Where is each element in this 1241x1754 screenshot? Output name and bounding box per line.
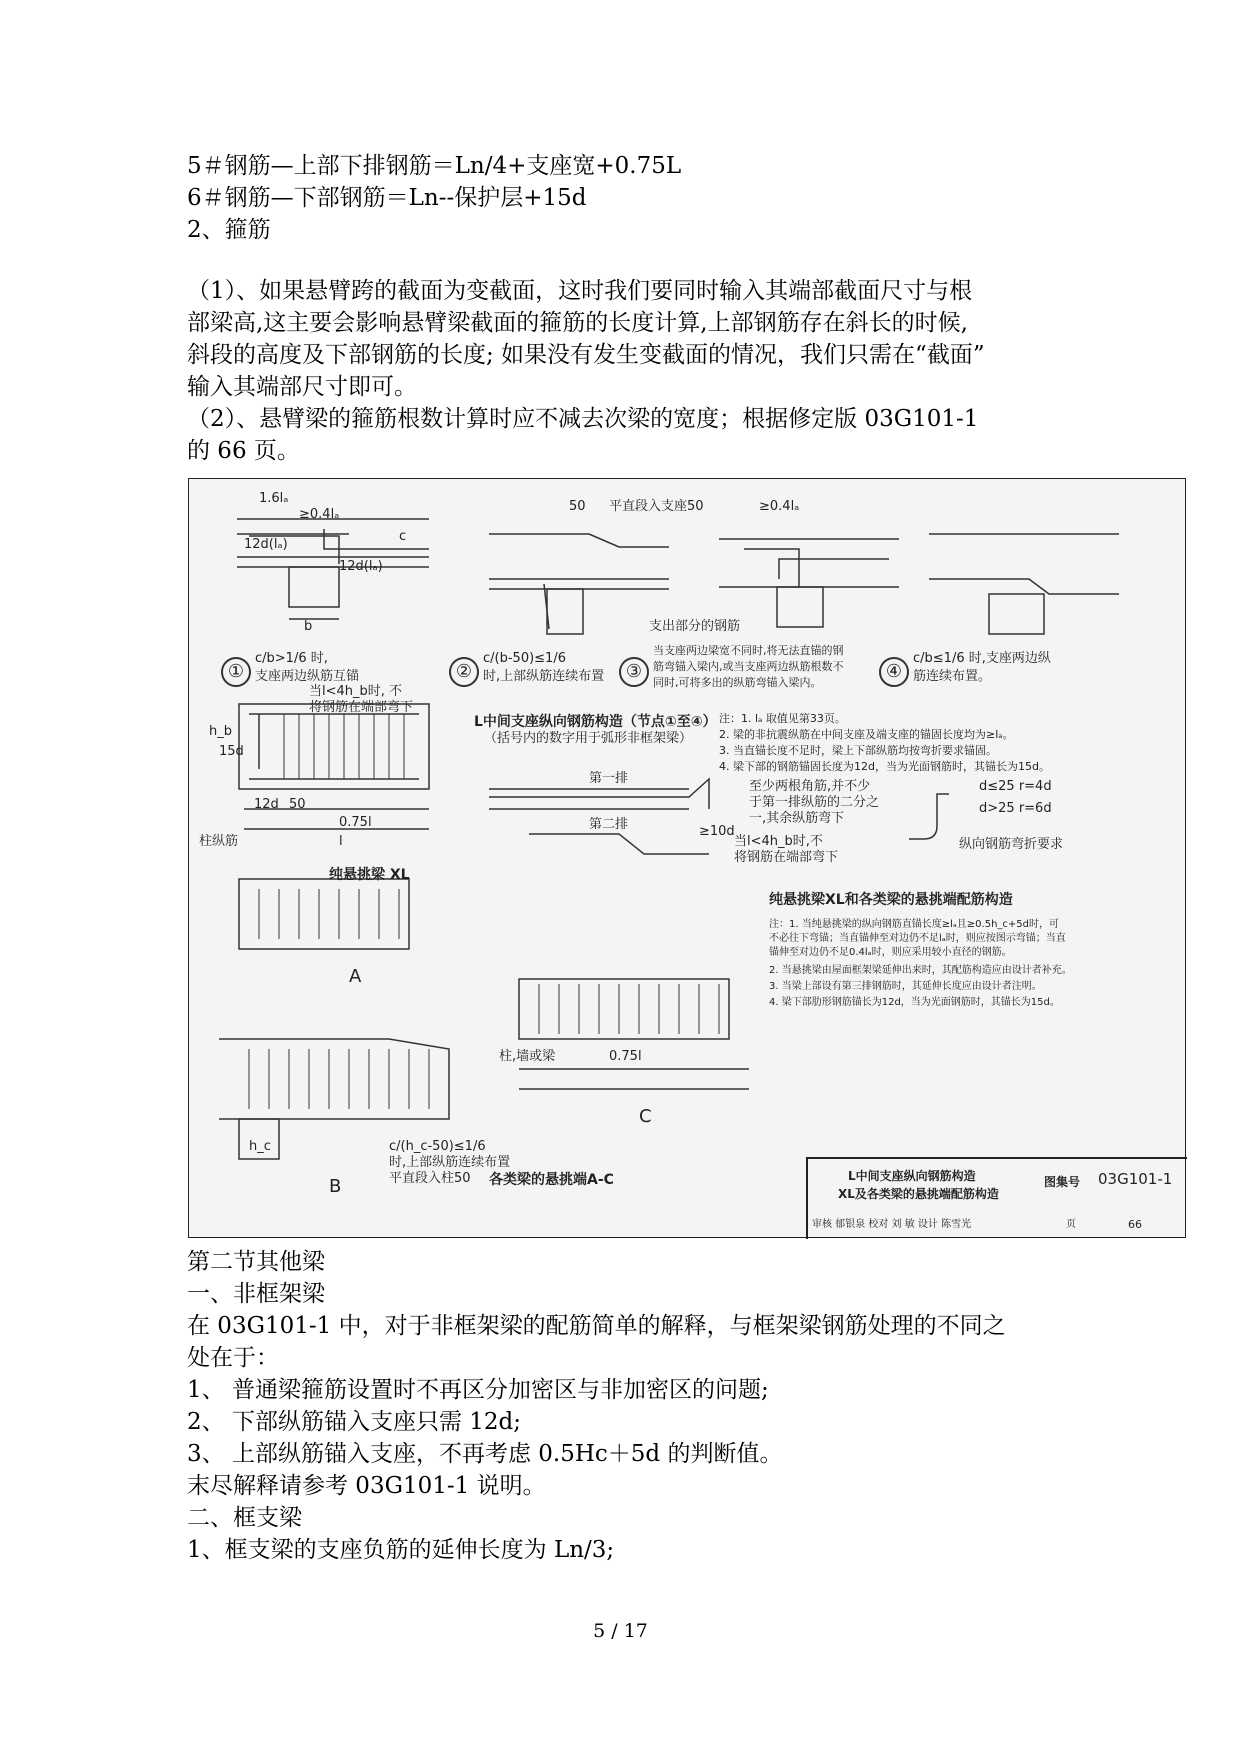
paragraph-line: 斜段的高度及下部钢筋的长度; 如果没有发生变截面的情况，我们只需在“截面” [187, 342, 985, 368]
list-item: 1、 普通梁箍筋设置时不再区分加密区与非加密区的问题; [187, 1377, 769, 1403]
dim-12d-la-right: 12d(lₐ) [339, 559, 383, 574]
note-line: 4. 梁下部的钢筋锚固长度为12d，当为光面钢筋时，其锚长为15d。 [719, 760, 1050, 773]
detail-b-note-2: 时,上部纵筋连续布置 [389, 1155, 511, 1170]
label-column-bars: 柱纵筋 [199, 834, 239, 849]
list-item: 2、 下部纵筋锚入支座只需 12d; [187, 1409, 521, 1435]
title-block-page-number: 66 [1128, 1218, 1142, 1231]
label-xl: 纯悬挑梁 XL [329, 867, 410, 883]
bend-rule-1: d≤25 r=4d [979, 779, 1052, 794]
subheading-transfer-beam: 二、框支梁 [187, 1505, 302, 1531]
title-block-line-2: XL及各类梁的悬挑端配筋构造 [838, 1187, 999, 1201]
section-heading-stirrups: 2、箍筋 [187, 217, 271, 243]
note2-line: 4. 梁下部肋形钢筋锚长为12d，当为光面钢筋时，其锚长为15d。 [769, 997, 1060, 1008]
paragraph-line: （1）、如果悬臂跨的截面为变截面，这时我们要同时输入其端部截面尺寸与根 [187, 278, 973, 304]
label-various-beams: 各类梁的悬挑端A-C [489, 1172, 614, 1188]
label-extra-bars: 支出部分的钢筋 [649, 619, 741, 634]
list-item: 3、 上部纵筋锚入支座，不再考虑 0.5Hc＋5d 的判断值。 [187, 1441, 783, 1467]
detail-4-note-2: 筋连续布置。 [913, 669, 992, 684]
text-line-rebar6: 6＃钢筋—下部钢筋＝Ln--保护层+15d [187, 185, 587, 211]
dim-1-6la: 1.6lₐ [259, 491, 289, 506]
dim-15d: 15d [219, 744, 244, 759]
section-heading-other-beams: 第二节其他梁 [187, 1249, 325, 1275]
dim-0-4la: ≥0.4lₐ [299, 507, 340, 522]
title-block-line-1: L中间支座纵向钢筋构造 [848, 1169, 976, 1183]
title-block-signatures: 审核 郁银泉 校对 刘 敏 设计 陈雪光 [812, 1219, 972, 1230]
bend-title: 纵向钢筋弯折要求 [959, 837, 1064, 852]
note-line: 注：1. lₐ 取值见第33页。 [719, 712, 846, 725]
dim-hb: h_b [209, 724, 232, 739]
note2-line: 2. 当悬挑梁由屋面框架梁延伸出来时，其配筋构造应由设计者补充。 [769, 965, 1072, 976]
paragraph-line: 的 66 页。 [187, 438, 300, 464]
note2-line: 不必往下弯锚；当直锚伸至对边仍不足lₐ时，则应按图示弯锚；当直 [769, 933, 1066, 944]
paragraph-line: 1、框支梁的支座负筋的延伸长度为 Ln/3; [187, 1537, 615, 1563]
page-number: 5 / 17 [593, 1620, 648, 1642]
dim-c: c [399, 529, 407, 544]
detail-1-note-2: 支座两边纵筋互锚 [255, 669, 360, 684]
detail-2-note-2: 时,上部纵筋连续布置 [483, 669, 605, 684]
label-column-wall-beam: 柱,墙或梁 [499, 1049, 556, 1064]
side-note-2: 于第一排纵筋的二分之 [749, 795, 880, 810]
detail-number-1: ① [221, 657, 251, 687]
label-detail-a: A [349, 966, 362, 987]
detail-3-note-3: 同时,可将多出的纵筋弯锚入梁内。 [653, 676, 822, 689]
drawing-title-block [806, 1157, 1187, 1239]
mid-support-title: L中间支座纵向钢筋构造（节点①至④） [474, 714, 717, 730]
dim-l: l [339, 834, 343, 849]
detail-number-2: ② [449, 657, 479, 687]
dim-12d: 12d [254, 797, 279, 812]
detail-3-note: 当支座两边梁宽不同时,将无法直锚的钢 [653, 644, 844, 657]
paragraph-line: 处在于： [187, 1345, 279, 1371]
title-block-set-label: 图集号 [1044, 1175, 1081, 1189]
label-row-1: 第一排 [589, 771, 629, 786]
dim-50: 50 [569, 499, 586, 514]
side-note-3: 一,其余纵筋弯下 [749, 811, 845, 826]
subheading-non-frame-beam: 一、非框架梁 [187, 1281, 325, 1307]
title-block-page-label: 页 [1066, 1219, 1076, 1230]
note2-line: 锚伸至对边仍不足0.4lₐ时，则应采用较小直径的钢筋。 [769, 947, 1012, 958]
detail-b-note-3: 平直段入柱50 [389, 1171, 471, 1186]
dim-10d: ≥10d [699, 824, 735, 839]
paragraph-line: 部梁高,这主要会影响悬臂梁截面的箍筋的长度计算,上部钢筋存在斜长的时候, [187, 310, 968, 336]
title-block-code: 03G101-1 [1098, 1170, 1173, 1188]
label-detail-c: C [639, 1106, 652, 1127]
dim-075l-c: 0.75l [609, 1049, 642, 1064]
detail-3-note-2: 筋弯锚入梁内,或当支座两边纵筋根数不 [653, 660, 844, 673]
cantilever-note: 当l<4h_b时, 不 [309, 684, 403, 699]
cantilever-main-title: 纯悬挑梁XL和各类梁的悬挑端配筋构造 [769, 892, 1013, 908]
note2-line: 3. 当梁上部设有第三排钢筋时，其延伸长度应由设计者注明。 [769, 981, 1042, 992]
dim-075l: 0.75l [339, 815, 372, 830]
detail-2-note: c/(b-50)≤1/6 [483, 651, 566, 666]
drawing-linework [189, 479, 1185, 1237]
label-row-2: 第二排 [589, 817, 629, 832]
rebar-detail-drawing [188, 478, 1186, 1238]
dim-b: b [304, 619, 313, 634]
side-note: 至少两根角筋,并不少 [749, 779, 871, 794]
paragraph-line: （2）、悬臂梁的箍筋根数计算时应不减去次梁的宽度；根据修定版 03G101-1 [187, 406, 979, 432]
bend-rule-2: d>25 r=6d [979, 801, 1052, 816]
note-c-2: 将钢筋在端部弯下 [734, 850, 839, 865]
cantilever-note-2: 将钢筋在端部弯下 [309, 700, 414, 715]
dim-hc: h_c [249, 1139, 271, 1154]
note-c: 当l<4h_b时,不 [734, 834, 823, 849]
note-line: 2. 梁的非抗震纵筋在中间支座及端支座的锚固长度均为≥lₐ。 [719, 728, 1014, 741]
paragraph-line: 输入其端部尺寸即可。 [187, 374, 417, 400]
detail-number-4: ④ [879, 657, 909, 687]
detail-4-note: c/b≤1/6 时,支座两边纵 [913, 651, 1051, 666]
text-line-rebar5: 5＃钢筋—上部下排钢筋＝Ln/4+支座宽+0.75L [187, 153, 682, 179]
paragraph-line: 末尽解释请参考 03G101-1 说明。 [187, 1473, 546, 1499]
detail-b-note: c/(h_c-50)≤1/6 [389, 1139, 486, 1154]
dim-50-xl: 50 [289, 797, 306, 812]
label-slope50: 平直段入支座50 [609, 499, 704, 514]
mid-support-subtitle: （括号内的数字用于弧形非框架梁） [484, 731, 693, 746]
paragraph-line: 在 03G101-1 中，对于非框架梁的配筋简单的解释，与框架梁钢筋处理的不同之 [187, 1313, 1006, 1339]
detail-number-3: ③ [619, 657, 649, 687]
dim-12d-la: 12d(lₐ) [244, 537, 288, 552]
dim-0-4la-3: ≥0.4lₐ [759, 499, 800, 514]
note2-line: 注：1. 当纯悬挑梁的纵向钢筋直锚长度≥lₐ且≥0.5h_c+5d时，可 [769, 919, 1059, 930]
detail-1-note: c/b>1/6 时, [255, 651, 328, 666]
label-detail-b: B [329, 1176, 342, 1197]
note-line: 3. 当直锚长度不足时，梁上下部纵筋均按弯折要求锚固。 [719, 744, 997, 757]
